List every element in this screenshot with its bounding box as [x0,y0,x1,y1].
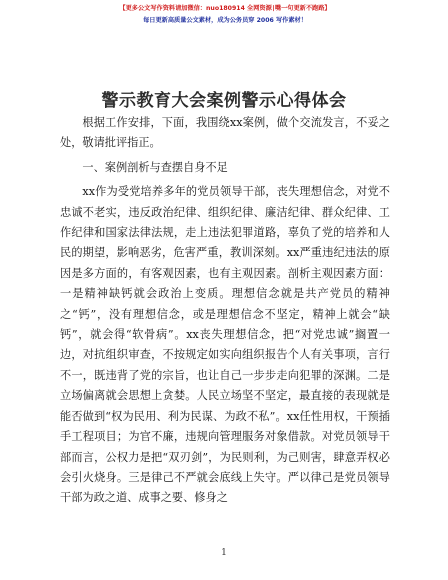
page-number: 1 [221,548,227,558]
document-body [60,113,390,509]
body-paragraph: xx作为受党培养多年的党员领导干部，丧失理想信念，对党不忠诚不老实，违反政治纪律、组织纪律、廉洁纪律、群众纪律、工作纪律和国家法律法规，走上违法犯罪道路，辜负了党的培养和人民的期望，影响恶劣，危害严重，教训深刻。xx严重违纪违法的原因是多方面的，有客观因素，也有主观因素。剖析主观因素方面：一是精神缺钙就会政治上变质。理想信念就是共产党员的精神之“钙”，没有理想信念，或是理想信念不坚定，精神上就会“缺钙”，就会得“软骨病”。xx丧失理想信念，把“对党忠诚”搁置一边，对抗组织审查，不按规定如实向组织报告个人有关事项，言行不一，既违背了党的宗旨，也让自己一步步走向犯罪的深渊。二是立场偏离就会思想上贪婪。人民立场坚不坚定，最直接的表现就是能否做到“权为民用、利为民谋、为政不私”。xx任性用权，干预插手工程项目；为官不廉，违规向管理服务对象借款。对党员领导干部而言，公权力是把“双刃剑”，为民则利，为己则害，肆意弄权必会引火烧身。三是律己不严就会底线上失守。严以律己是党员领导干部为政之道、成事之要、修身之 [60,185,390,505]
promo-banner-line-1: 【更多公文写作资料请加微信：nuo180914 全网资源∣嘴一句更新不跑路】 [119,5,331,12]
document-title: 警示教育大会案例警示心得体会 [101,91,347,111]
section-heading: 一、案例剖析与查摆自身不足 [82,160,228,174]
promo-banner-line-2: 每日更新高质量公文素材，成为公务员穿 2006 写作素材！ [143,17,307,24]
intro-paragraph: 根据工作安排，下面，我围绕xx案例，做个交流发言，不妥之处，敬请批评指正。 [60,116,390,150]
promo-banner [60,3,390,33]
